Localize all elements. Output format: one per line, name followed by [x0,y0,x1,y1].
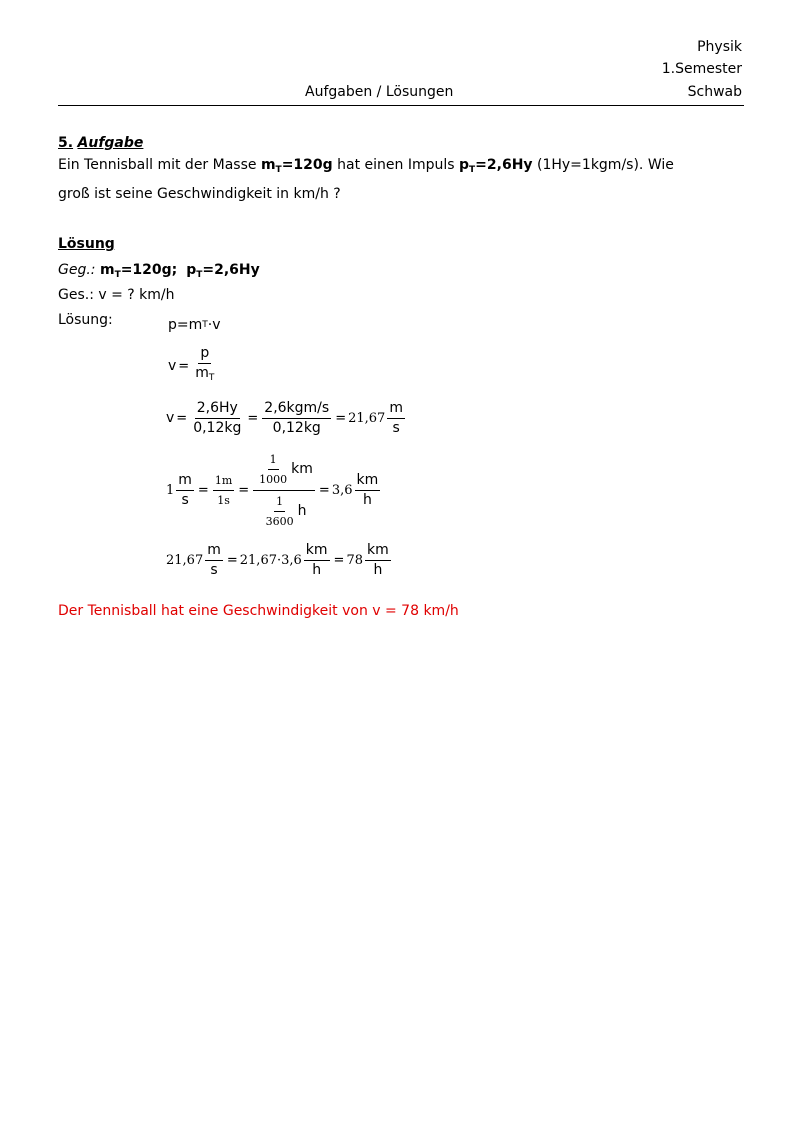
header-subject: Physik [697,39,742,55]
wanted-line: Ges.: v = ? km/h [58,287,175,303]
given-line: Geg.: $m_T=120g$; $p_T=2,6Hy$ [58,262,260,280]
equation-result: 21,67 $\frac{m}{s}$ = 21,67·3,6 $\frac{km}{h}$ = 78 $\frac{km}{h}$ [166,541,389,578]
solution-heading: Lösung [58,236,115,252]
task-text: Ein Tennisball mit der Masse [58,157,261,173]
impulse-given: $p_T=2,6Hy$ [459,157,533,175]
task-title: Aufgabe [77,135,144,151]
header-semester: 1.Semester [661,61,742,77]
task-heading [58,133,143,153]
task-text: (1Hy=1kgm/s). Wie [532,157,674,173]
task-text-line1 [58,154,674,181]
header-author: Schwab [687,84,742,100]
equation-calculation: v = $\frac{2,6Hy}{0,12kg}$ = $\frac{\text{2,6kgm/s}}{0,12kg}$ = 21,67 $\frac{m}{s}$ [166,399,403,436]
task-number: 5. [58,135,74,151]
equation-momentum: p=m T ·v [168,317,221,333]
header-title: Aufgaben / Lösungen [305,84,454,100]
answer-text: Der Tennisball hat eine Geschwindigkeit von v = 78 km/h [58,603,459,619]
solution-label: Lösung: [58,312,113,328]
equation-velocity: v = $\frac{p}{m_T}$ [168,345,215,383]
equation-unit-conversion: 1 $\frac{m}{s}$ = $\frac{1m}{1s}$ = $\frac{1}{1000}$ km $\frac{1}{3600}$ h = 3,6 $\frac{km}{h}$ [166,452,379,528]
task-text-line2: groß ist seine Geschwindigkeit in km/h ? [58,186,341,202]
header-rule [58,105,744,106]
task-text: hat einen Impuls [332,157,459,173]
mass-given: $m_T=120g$ [260,157,333,175]
